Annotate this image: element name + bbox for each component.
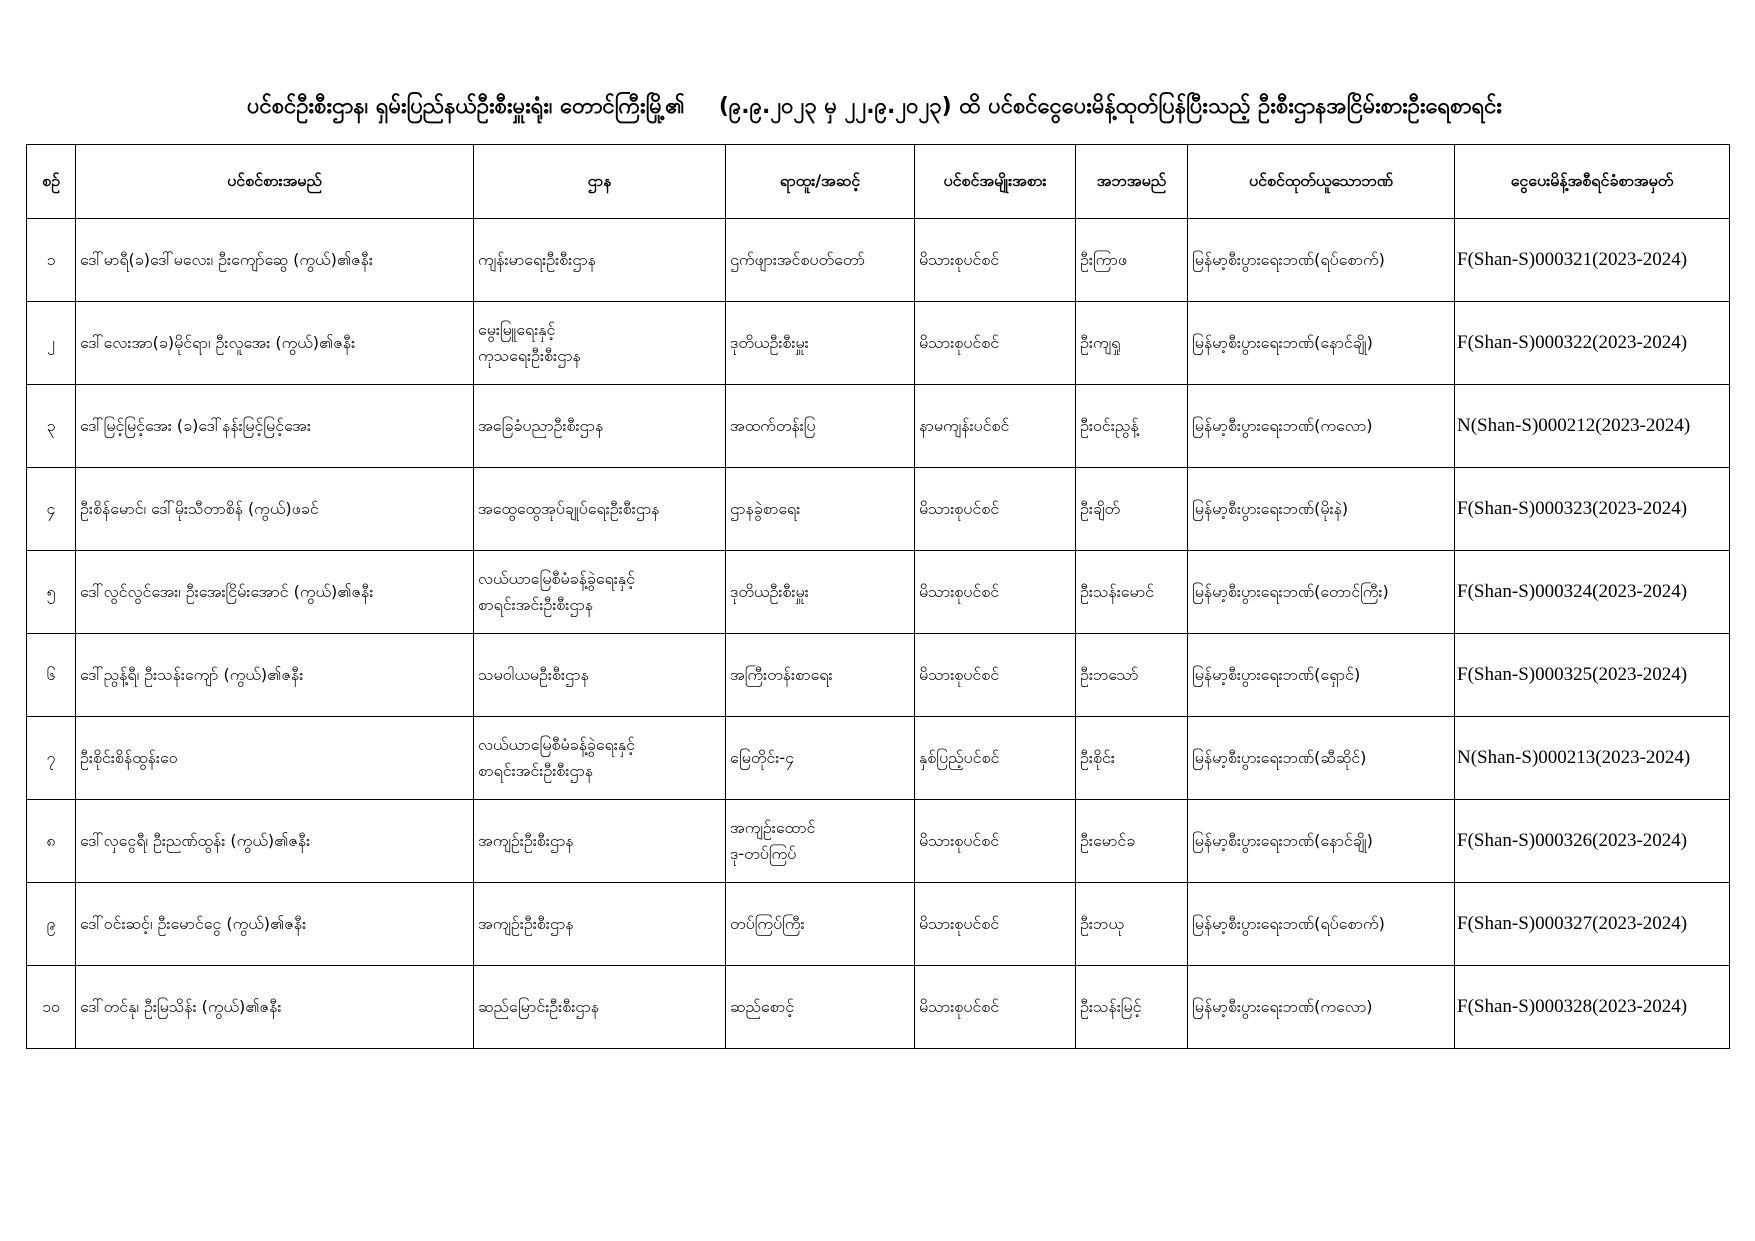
table-row <box>27 219 1730 302</box>
table-row <box>27 302 1730 385</box>
cell-father: ဦးသန်းမောင် <box>1076 551 1188 634</box>
cell-bank: မြန်မာ့စီးပွားရေးဘဏ်(ရပ်စောက်) <box>1188 883 1455 966</box>
cell-department <box>474 385 726 468</box>
cell-department <box>474 634 726 717</box>
cell-pension-type: မိသားစုပင်စင် <box>915 302 1076 385</box>
cell-rank-line: ဒု-တပ်ကြပ် <box>730 844 797 863</box>
cell-rank <box>726 302 915 385</box>
cell-department-line: စာရင်းအင်းဦးစီးဌာန <box>478 761 594 780</box>
cell-pension-type: မိသားစုပင်စင် <box>915 634 1076 717</box>
header-department: ဌာန <box>474 145 726 219</box>
header-order-no: ငွေပေးမိန့်အစီရင်ခံစာအမှတ် <box>1455 145 1730 219</box>
header-pension-type: ပင်စင်အမျိုးအစား <box>915 145 1076 219</box>
cell-father: ဦးစိုင်း <box>1076 717 1188 800</box>
cell-name: ဒေါ်လေးအာ(ခ)မိုင်ရာ၊ ဦးလူအေး (ကွယ်)၏ဇနီး <box>76 302 474 385</box>
cell-bank: မြန်မာ့စီးပွားရေးဘဏ်(နောင်ချို) <box>1188 800 1455 883</box>
document-title <box>20 90 1735 124</box>
cell-no: ၁ <box>27 219 76 302</box>
cell-department-line: အခြေခံပညာဦးစီးဌာန <box>478 416 604 435</box>
cell-department-line: ကုသရေးဦးစီးဌာန <box>478 346 581 365</box>
cell-order-no: F(Shan-S)000323(2023-2024) <box>1455 468 1730 551</box>
cell-rank-line: အကြီးတန်းစာရေး <box>730 665 833 684</box>
cell-name: ဦးစိန်မောင်၊ ဒေါ်မိုးသီတာစိန် (ကွယ်)ဖခင် <box>76 468 474 551</box>
cell-department-line: စာရင်းအင်းဦးစီးဌာန <box>478 595 594 614</box>
cell-father: ဦးဘသော် <box>1076 634 1188 717</box>
cell-bank: မြန်မာ့စီးပွားရေးဘဏ်(ကလော) <box>1188 385 1455 468</box>
cell-department-line: ဆည်မြောင်းဦးစီးဌာန <box>478 997 600 1016</box>
cell-no: ၆ <box>27 634 76 717</box>
cell-rank-line: ဌက်ဖျားအင်စပတ်တော် <box>730 250 865 269</box>
cell-rank <box>726 551 915 634</box>
cell-department-line: မွေးမြူရေးနှင့် <box>478 320 556 339</box>
cell-no: ၁၀ <box>27 966 76 1049</box>
title-date-range: (၉.၉.၂၀၂၃ မှ ၂၂.၉.၂၀၂၃) ထိ ပင်စင်ငွေပေးမိန့်ထုတ်ပြန်ပြီးသည့် ဦးစီးဌာနအငြိမ်းစားဦးရေစာရင်း <box>718 94 1503 119</box>
cell-department-line: လယ်ယာမြေစီမံခန့်ခွဲရေးနှင့် <box>478 569 635 588</box>
cell-order-no: F(Shan-S)000327(2023-2024) <box>1455 883 1730 966</box>
table-header-row <box>27 145 1730 219</box>
cell-rank-line: အကျဉ်းထောင် <box>730 818 816 837</box>
cell-department <box>474 219 726 302</box>
cell-father: ဦးကြာဖ <box>1076 219 1188 302</box>
title-main: ပင်စင်ဦးစီးဌာန၊ ရှမ်းပြည်နယ်ဦးစီးမှူးရုံး၊ တောင်ကြီးမြို့၏ <box>246 94 685 119</box>
cell-father: ဦးချိတ် <box>1076 468 1188 551</box>
cell-no: ၃ <box>27 385 76 468</box>
cell-department <box>474 468 726 551</box>
cell-rank <box>726 800 915 883</box>
cell-order-no: F(Shan-S)000321(2023-2024) <box>1455 219 1730 302</box>
cell-department-line: အထွေထွေအုပ်ချုပ်ရေးဦးစီးဌာန <box>478 499 660 518</box>
table-row <box>27 468 1730 551</box>
header-name: ပင်စင်စားအမည် <box>76 145 474 219</box>
cell-rank-line: မြေတိုင်း-၄ <box>730 748 795 767</box>
cell-no: ၅ <box>27 551 76 634</box>
cell-rank <box>726 385 915 468</box>
cell-no: ၄ <box>27 468 76 551</box>
cell-pension-type: မိသားစုပင်စင် <box>915 468 1076 551</box>
cell-bank: မြန်မာ့စီးပွားရေးဘဏ်(ကလော) <box>1188 966 1455 1049</box>
header-rank: ရာထူး/အဆင့် <box>726 145 915 219</box>
cell-order-no: F(Shan-S)000328(2023-2024) <box>1455 966 1730 1049</box>
cell-rank <box>726 966 915 1049</box>
cell-rank-line: ဒုတိယဦးစီးမှူး <box>730 582 809 601</box>
cell-rank <box>726 468 915 551</box>
cell-father: ဦးဘယု <box>1076 883 1188 966</box>
cell-pension-type: မိသားစုပင်စင် <box>915 800 1076 883</box>
cell-name: ဒေါ်တင်နု၊ ဦးမြသိန်း (ကွယ်)၏ဇနီး <box>76 966 474 1049</box>
table-row <box>27 800 1730 883</box>
cell-no: ၇ <box>27 717 76 800</box>
cell-rank-line: ဒုတိယဦးစီးမှူး <box>730 333 809 352</box>
cell-department-line: အကျဉ်းဦးစီးဌာန <box>478 831 574 850</box>
cell-rank-line: တပ်ကြပ်ကြီး <box>730 914 805 933</box>
header-father: အဘအမည် <box>1076 145 1188 219</box>
table-row <box>27 634 1730 717</box>
cell-name: ဒေါ်မြင့်မြင့်အေး (ခ)ဒေါ်နန်းမြင့်မြင့်အေး <box>76 385 474 468</box>
cell-order-no: F(Shan-S)000322(2023-2024) <box>1455 302 1730 385</box>
cell-order-no: F(Shan-S)000326(2023-2024) <box>1455 800 1730 883</box>
cell-pension-type: မိသားစုပင်စင် <box>915 883 1076 966</box>
cell-pension-type: နာမကျန်းပင်စင် <box>915 385 1076 468</box>
cell-rank <box>726 717 915 800</box>
cell-order-no: F(Shan-S)000325(2023-2024) <box>1455 634 1730 717</box>
cell-department <box>474 302 726 385</box>
cell-bank: မြန်မာ့စီးပွားရေးဘဏ်(တောင်ကြီး) <box>1188 551 1455 634</box>
header-no: စဉ် <box>27 145 76 219</box>
table-row <box>27 551 1730 634</box>
cell-name: ဒေါ်ညွန့်ရီ၊ ဦးသန်းကျော် (ကွယ်)၏ဇနီး <box>76 634 474 717</box>
cell-pension-type: မိသားစုပင်စင် <box>915 551 1076 634</box>
cell-rank-line: အထက်တန်းပြ <box>730 416 816 435</box>
table-row <box>27 883 1730 966</box>
cell-order-no: N(Shan-S)000212(2023-2024) <box>1455 385 1730 468</box>
cell-rank <box>726 219 915 302</box>
cell-department-line: လယ်ယာမြေစီမံခန့်ခွဲရေးနှင့် <box>478 735 635 754</box>
cell-department-line: အကျဉ်းဦးစီးဌာန <box>478 914 574 933</box>
cell-department <box>474 800 726 883</box>
cell-pension-type: မိသားစုပင်စင် <box>915 966 1076 1049</box>
cell-department <box>474 717 726 800</box>
cell-no: ၈ <box>27 800 76 883</box>
cell-name: ဒေါ်လှငွေရီ၊ ဦးညဏ်ထွန်း (ကွယ်)၏ဇနီး <box>76 800 474 883</box>
table-row <box>27 717 1730 800</box>
pension-roster-table <box>26 144 1730 1049</box>
cell-name: ဒေါ်လွင်လွင်အေး၊ ဦးအေးငြိမ်းအောင် (ကွယ်)၏ဇနီး <box>76 551 474 634</box>
cell-rank <box>726 883 915 966</box>
cell-father: ဦးကျရှု <box>1076 302 1188 385</box>
header-bank: ပင်စင်ထုတ်ယူသောဘဏ် <box>1188 145 1455 219</box>
cell-department <box>474 966 726 1049</box>
cell-father: ဦးဝင်းညွန့် <box>1076 385 1188 468</box>
cell-department <box>474 551 726 634</box>
table-row <box>27 385 1730 468</box>
cell-no: ၉ <box>27 883 76 966</box>
cell-order-no: F(Shan-S)000324(2023-2024) <box>1455 551 1730 634</box>
cell-department-line: သမဝါယမဦးစီးဌာန <box>478 665 589 684</box>
cell-rank-line: ဆည်စောင့် <box>730 997 795 1016</box>
cell-father: ဦးမောင်ခ <box>1076 800 1188 883</box>
cell-department <box>474 883 726 966</box>
cell-father: ဦးသန်းမြင့် <box>1076 966 1188 1049</box>
cell-department-line: ကျန်းမာရေးဦးစီးဌာန <box>478 250 596 269</box>
cell-bank: မြန်မာ့စီးပွားရေးဘဏ်(ရှောင်) <box>1188 634 1455 717</box>
cell-order-no: N(Shan-S)000213(2023-2024) <box>1455 717 1730 800</box>
cell-pension-type: နှစ်ပြည့်ပင်စင် <box>915 717 1076 800</box>
cell-bank: မြန်မာ့စီးပွားရေးဘဏ်(နောင်ချို) <box>1188 302 1455 385</box>
cell-name: ဦးစိုင်းစိန်ထွန်းဝေ <box>76 717 474 800</box>
cell-bank: မြန်မာ့စီးပွားရေးဘဏ်(ဆီဆိုင်) <box>1188 717 1455 800</box>
cell-name: ဒေါ်မာရီ(ခ)ဒေါ်မလေး၊ ဦးကျော်ဆွေ (ကွယ်)၏ဇနီး <box>76 219 474 302</box>
cell-rank <box>726 634 915 717</box>
cell-rank-line: ဌာနခွဲစာရေး <box>730 499 801 518</box>
table-row <box>27 966 1730 1049</box>
cell-bank: မြန်မာ့စီးပွားရေးဘဏ်(ရပ်စောက်) <box>1188 219 1455 302</box>
cell-name: ဒေါ်ဝင်းဆင့်၊ ဦးမောင်ငွေ (ကွယ်)၏ဇနီး <box>76 883 474 966</box>
cell-pension-type: မိသားစုပင်စင် <box>915 219 1076 302</box>
cell-bank: မြန်မာ့စီးပွားရေးဘဏ်(မိုးနဲ) <box>1188 468 1455 551</box>
cell-no: ၂ <box>27 302 76 385</box>
table-body <box>27 219 1730 1049</box>
